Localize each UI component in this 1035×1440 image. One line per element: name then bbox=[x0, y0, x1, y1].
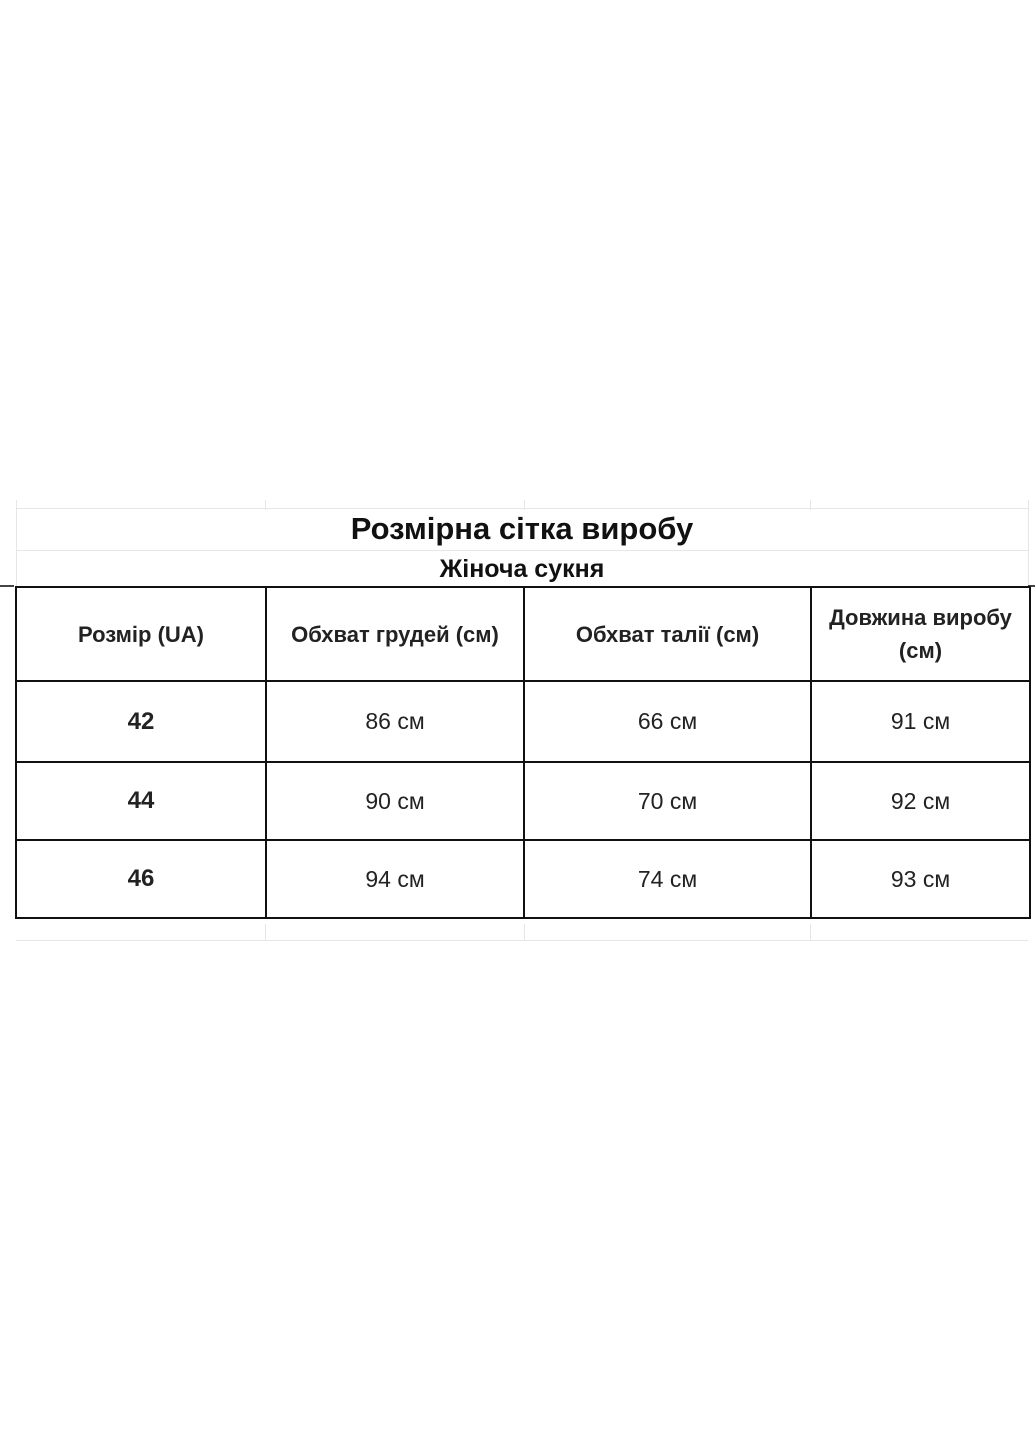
page-title: Розмірна сітка виробу bbox=[350, 511, 694, 546]
table-header-row bbox=[16, 587, 1030, 681]
bust-cell: 86 см bbox=[266, 681, 524, 762]
waist-cell: 74 см bbox=[524, 840, 811, 918]
waist-cell: 66 см bbox=[524, 681, 811, 762]
header-waist: Обхват талії (см) bbox=[524, 587, 811, 681]
length-cell: 92 см bbox=[811, 762, 1030, 840]
size-cell: 44 bbox=[16, 762, 266, 840]
length-cell: 91 см bbox=[811, 681, 1030, 762]
gridline bbox=[524, 924, 525, 940]
length-cell: 93 см bbox=[811, 840, 1030, 918]
size-cell: 42 bbox=[16, 681, 266, 762]
table-row bbox=[16, 762, 1030, 840]
table-row bbox=[16, 681, 1030, 762]
gridline bbox=[1028, 500, 1029, 586]
gridline bbox=[265, 924, 266, 940]
bust-cell: 94 см bbox=[266, 840, 524, 918]
size-cell: 46 bbox=[16, 840, 266, 918]
header-bust: Обхват грудей (см) bbox=[266, 587, 524, 681]
gridline bbox=[810, 924, 811, 940]
table-row bbox=[16, 840, 1030, 918]
gridline bbox=[16, 940, 1028, 941]
header-size: Розмір (UA) bbox=[16, 587, 266, 681]
page-subtitle: Жіноча сукня bbox=[439, 555, 605, 583]
edge-mark bbox=[0, 585, 14, 587]
bust-cell: 90 см bbox=[266, 762, 524, 840]
size-table bbox=[15, 586, 1031, 919]
header-length: Довжина виробу (см) bbox=[811, 587, 1030, 681]
waist-cell: 70 см bbox=[524, 762, 811, 840]
